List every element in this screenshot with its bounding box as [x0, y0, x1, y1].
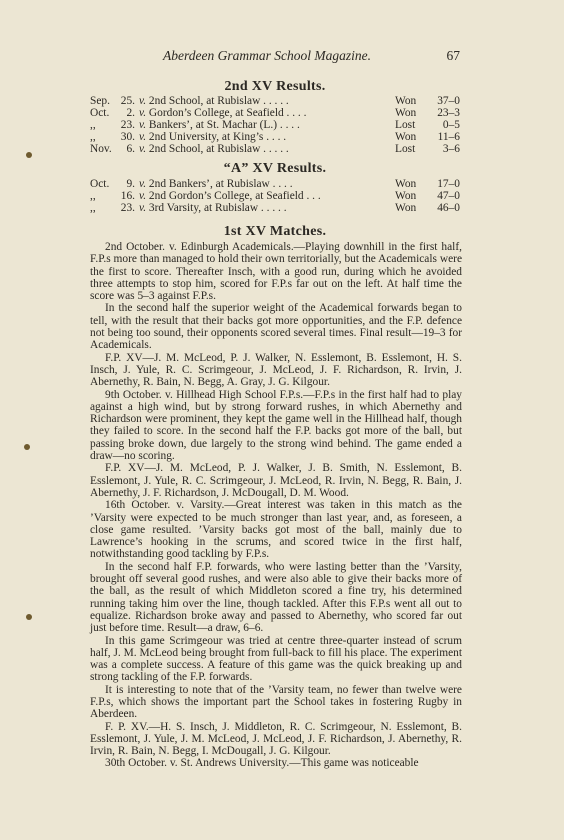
result-month: Oct. [90, 107, 110, 119]
result-outcome: Won [395, 178, 417, 190]
versus-mark: v. [139, 178, 147, 190]
dot-leaders: . . . . . [258, 202, 287, 214]
versus-mark: v. [139, 107, 147, 119]
page-foxing-spot [26, 152, 32, 158]
result-month: ,, [90, 131, 96, 143]
result-month: Nov. [90, 143, 112, 155]
opponent-name: Gordon’s College, at Seafield [148, 107, 284, 119]
result-day: 6. [126, 143, 135, 155]
result-row [90, 202, 460, 214]
result-score: 46–0 [437, 202, 460, 214]
dot-leaders: . . . . . [260, 95, 289, 107]
dot-leaders: . . . . [263, 131, 287, 143]
result-row [90, 143, 460, 155]
dot-leaders: . . . . . [260, 143, 289, 155]
result-month: ,, [90, 202, 96, 214]
result-outcome: Won [395, 202, 417, 214]
versus-mark: v. [139, 143, 147, 155]
result-score: 11–6 [437, 131, 460, 143]
result-day: 23. [120, 202, 135, 214]
result-outcome: Lost [395, 143, 416, 155]
page-foxing-spot [24, 444, 30, 450]
report-paragraph: In the second half the superior weight of the Academical forwards began to tell, with the result that their backs got more opportunities, and the F.P. defence not being too sound, their opponents scored several times. Final result—19–3 for Academicals. [90, 302, 462, 352]
report-paragraph: 16th October. v. Varsity.—Great interest was taken in this match as the ’Varsity were expected to be much stronger than last year, and, as foreseen, a close game resulted. ’Varsity backs got most of the ball, mainly due to Lawrence’s hooking in the scrums, and scored twice in the first half, notwithstanding good tackling by F.P.s. [90, 499, 462, 561]
journal-title: Aberdeen Grammar School Magazine. [163, 48, 371, 63]
opponent-name: 3rd Varsity, at Rubislaw [148, 202, 259, 214]
second-xv-results [90, 95, 460, 155]
result-month: ,, [90, 190, 96, 202]
result-day: 2. [126, 107, 135, 119]
result-row [90, 95, 460, 107]
report-paragraph: F.P. XV—J. M. McLeod, P. J. Walker, J. B. Smith, N. Esslemont, B. Esslemont, J. Yule, R. C. Scrimgeour, J. McLeod, R. Irvin, N. Begg, R. Bain, J. Abernethy, J. F. Richardson, J. McDougall, D. M. Wood. [90, 462, 462, 499]
result-day: 16. [120, 190, 135, 202]
dot-leaders: . . . . [277, 119, 300, 131]
report-paragraph: F.P. XV—J. M. McLeod, P. J. Walker, N. Esslemont, B. Esslemont, H. S. Insch, J. Yule, R. C. Scrimgeour, J. McLeod, J. F. Richardson, R. Irvin, J. Abernethy, R. Bain, N. Begg, A. Gray, J. G. Kilgour. [90, 351, 462, 389]
page-number: 67 [446, 48, 460, 63]
result-opponent [139, 119, 395, 131]
report-paragraph: F. P. XV.—H. S. Insch, J. Middleton, R. C. Scrimgeour, N. Esslemont, B. Esslemont, J. Yule, J. M. McLeod, J. McLeod, J. F. Richardson, J. Abernethy, R. Irvin, R. Bain, N. Begg, I. McDougall, J. G. Kilgour. [90, 720, 462, 758]
result-row [90, 190, 460, 202]
opponent-name: 2nd School, at Rubislaw [148, 143, 261, 155]
result-score: 47–0 [437, 190, 460, 202]
result-opponent [139, 190, 395, 202]
versus-mark: v. [139, 131, 147, 143]
result-outcome: Won [395, 190, 417, 202]
result-opponent [139, 178, 395, 190]
result-opponent [139, 143, 395, 155]
result-row [90, 107, 460, 119]
result-month: ,, [90, 119, 96, 131]
second-xv-heading: 2nd XV Results. [224, 79, 326, 94]
match-reports [90, 241, 462, 770]
result-month: Sep. [90, 95, 110, 107]
result-day: 25. [120, 95, 135, 107]
result-outcome: Won [395, 107, 417, 119]
result-day: 30. [120, 131, 135, 143]
first-xv-heading: 1st XV Matches. [223, 224, 327, 239]
result-score: 0–5 [442, 119, 460, 131]
report-paragraph: 2nd October. v. Edinburgh Academicals.—Playing downhill in the first half, F.P.s more than managed to hold their own territorially, but the Academicals were the first to score. Thereafter Insch, with a good run, during which he avoided three attempts to stop him, scored for F.P.s far out on the left. At half time the score was 5–3 against F.P.s. [90, 241, 462, 303]
result-opponent [139, 202, 395, 214]
opponent-name: 2nd School, at Rubislaw [148, 95, 261, 107]
result-opponent [139, 107, 395, 119]
running-head [90, 48, 460, 64]
versus-mark: v. [139, 119, 147, 131]
report-paragraph: In this game Scrimgeour was tried at centre three-quarter instead of scrum half, J. M. McLeod being brought from full-back to fill his place. The experiment was a complete success. A feature of this game was the quick breaking up and strong tackling of the F.P. forwards. [90, 634, 462, 684]
result-outcome: Won [395, 95, 417, 107]
versus-mark: v. [139, 190, 147, 202]
report-paragraph: 30th October. v. St. Andrews University.—This game was noticeable [105, 757, 419, 770]
result-opponent [139, 131, 395, 143]
dot-leaders: . . . [303, 190, 321, 202]
opponent-name: Bankers’, at St. Machar (L.) [148, 119, 278, 131]
result-month: Oct. [90, 178, 110, 190]
report-paragraph: In the second half F.P. forwards, who were lasting better than the ’Varsity, brought off several good rushes, and were also able to give their backs more of the ball, as the result of which Middleton scored a fine try, his determined running taking him over the line, though tackled. After this F.P.s went all out to equalize. Richardson broke away and passed to Abernethy, who scored far out just before time. Result—a draw, 6–6. [90, 560, 462, 635]
dot-leaders: . . . . [269, 178, 293, 190]
report-paragraph: It is interesting to note that of the ’Varsity team, no fewer than twelve were F.P.s, which shows the important part the School takes in fostering Rugby in Aberdeen. [90, 683, 462, 721]
opponent-name: 2nd Gordon’s College, at Seafield [148, 190, 304, 202]
a-xv-results [90, 178, 460, 214]
result-row [90, 178, 460, 190]
opponent-name: 2nd Bankers’, at Rubislaw [148, 178, 270, 190]
result-score: 17–0 [437, 178, 460, 190]
result-day: 9. [126, 178, 135, 190]
page-foxing-spot [26, 614, 32, 620]
versus-mark: v. [139, 95, 147, 107]
result-outcome: Lost [395, 119, 416, 131]
result-outcome: Won [395, 131, 417, 143]
result-row [90, 119, 460, 131]
result-score: 37–0 [437, 95, 460, 107]
opponent-name: 2nd University, at King’s [148, 131, 264, 143]
result-score: 3–6 [442, 143, 460, 155]
versus-mark: v. [139, 202, 147, 214]
result-row [90, 131, 460, 143]
result-opponent [139, 95, 395, 107]
a-xv-heading: “A” XV Results. [223, 161, 327, 176]
dot-leaders: . . . . [283, 107, 307, 119]
result-score: 23–3 [437, 107, 460, 119]
result-day: 23. [120, 119, 135, 131]
report-paragraph: 9th October. v. Hillhead High School F.P.s.—F.P.s in the first half had to play against a high wind, but by strong forward rushes, in which Abernethy and Richardson were prominent, they kept the game well in the Hillhead half, though they failed to score. In the second half the F.P. backs got more of the ball, but passing broke down, due largely to the strong wind behind. The game ended a draw—no scoring. [90, 388, 462, 463]
